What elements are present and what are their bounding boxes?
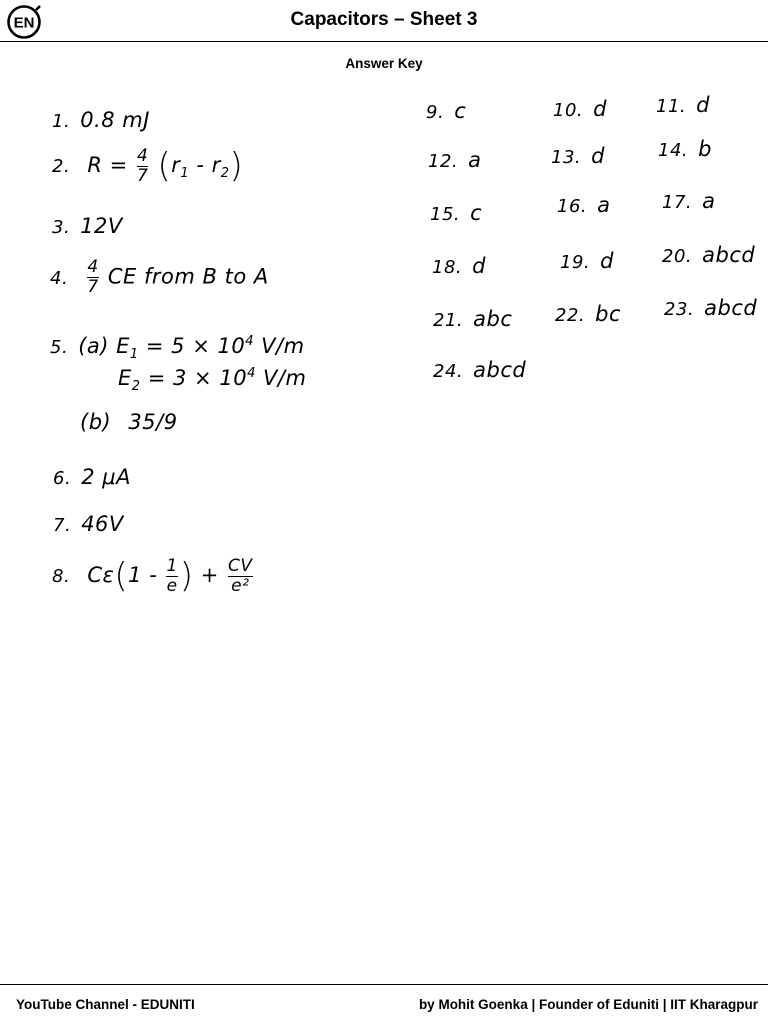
question-number: 13.: [551, 147, 582, 168]
answer-text: bc: [595, 302, 622, 326]
e2-value: = 3 × 10: [147, 366, 248, 390]
answer-text: a: [597, 193, 611, 217]
answer-12: [428, 148, 482, 172]
answer-key-heading: Answer Key: [345, 56, 423, 71]
page-title: Capacitors – Sheet 3: [290, 9, 478, 30]
question-number: 15.: [430, 204, 461, 225]
close-paren: ): [179, 556, 194, 596]
answer-text: a: [702, 189, 716, 213]
fraction-numerator: 4: [87, 257, 99, 277]
question-number: 5.: [50, 337, 69, 358]
answer-text: d: [591, 144, 605, 168]
e1-exponent: 4: [245, 334, 254, 349]
e1-subscript: 1: [129, 347, 139, 363]
question-number: 24.: [433, 361, 464, 382]
fraction-denominator: e²: [231, 575, 250, 596]
answer-text: d: [593, 97, 607, 121]
answer-17: [662, 189, 716, 213]
fraction: [87, 259, 98, 296]
answer-7: [53, 512, 124, 536]
question-number: 9.: [426, 102, 445, 123]
e2-unit: V/m: [263, 366, 307, 390]
part-a-label: (a): [78, 334, 109, 358]
e2-subscript: 2: [131, 379, 141, 395]
page-header: [0, 0, 768, 42]
answer-6: [53, 465, 131, 489]
answer-lhs: R =: [87, 153, 128, 177]
answer-text: c: [470, 201, 483, 225]
answer-text: 2 μA: [81, 465, 131, 489]
answer-text: d: [472, 254, 486, 278]
footer-channel: YouTube Channel - EDUNITI: [16, 997, 195, 1012]
answer-14: [658, 137, 712, 161]
fraction: [166, 555, 178, 596]
question-number: 17.: [662, 192, 693, 213]
answer-text: c: [454, 99, 467, 123]
answer-24: [433, 358, 526, 382]
answer-text: d: [696, 93, 710, 117]
answer-text: abcd: [704, 296, 758, 320]
fraction-denominator: e: [166, 575, 178, 596]
open-paren: (: [114, 556, 129, 596]
answer-18: [432, 254, 486, 278]
open-paren: (: [157, 146, 172, 186]
answer-1: [52, 108, 150, 132]
logo-text: EN: [13, 14, 35, 32]
minus-sign: -: [189, 153, 212, 177]
r2-subscript: 2: [220, 166, 230, 182]
question-number: 20.: [662, 246, 693, 267]
c-epsilon: Cε: [87, 563, 115, 587]
answer-text: 46V: [81, 512, 124, 536]
answer-text: abcd: [702, 243, 756, 267]
answer-text: 12V: [80, 214, 123, 238]
answer-8: [52, 556, 255, 596]
e1-unit: V/m: [261, 334, 305, 358]
fraction-denominator: 7: [87, 277, 99, 297]
answer-text: 0.8 mJ: [80, 108, 150, 132]
fraction-numerator: 1: [166, 555, 178, 576]
answer-text: abcd: [473, 358, 527, 382]
question-number: 1.: [52, 111, 71, 132]
answer-5a-e2: [118, 366, 306, 394]
answer-10: [553, 97, 607, 121]
answer-23: [664, 296, 757, 320]
r1-subscript: 1: [180, 166, 190, 182]
question-number: 21.: [433, 310, 464, 331]
question-number: 7.: [53, 515, 72, 536]
answer-text: abc: [473, 307, 513, 331]
question-number: 11.: [656, 96, 687, 117]
answer-16: [557, 193, 611, 217]
question-number: 8.: [52, 566, 71, 587]
question-number: 22.: [555, 305, 586, 326]
answer-text: CE from B to A: [107, 264, 269, 289]
question-number: 2.: [52, 156, 71, 177]
answer-4: [50, 259, 269, 296]
fraction-denominator: 7: [136, 165, 149, 186]
close-paren: ): [229, 146, 244, 186]
e2-symbol: E: [118, 366, 132, 390]
question-number: 3.: [52, 217, 71, 238]
e2-exponent: 4: [247, 366, 256, 381]
fraction: [136, 145, 149, 186]
fraction-cv: [228, 555, 253, 596]
question-number: 12.: [428, 151, 459, 172]
question-number: 14.: [658, 140, 689, 161]
answer-5a-e1: [50, 334, 305, 362]
part-b-label: (b): [80, 410, 112, 434]
answer-11: [656, 93, 710, 117]
question-number: 18.: [432, 257, 463, 278]
one-minus: 1 -: [128, 563, 158, 587]
footer-divider: [0, 984, 768, 985]
plus-sign: +: [200, 563, 219, 587]
answer-13: [551, 144, 605, 168]
answer-19: [560, 249, 614, 273]
answer-2: [52, 146, 243, 186]
question-number: 10.: [553, 100, 584, 121]
question-number: 4.: [50, 267, 69, 289]
question-number: 23.: [664, 299, 695, 320]
answer-text: d: [600, 249, 614, 273]
r1-symbol: r: [171, 153, 181, 177]
question-number: 6.: [53, 468, 72, 489]
question-number: 16.: [557, 196, 588, 217]
e1-value: = 5 × 10: [145, 334, 246, 358]
answer-3: [52, 214, 123, 238]
part-b-value: 35/9: [128, 410, 178, 434]
answer-9: [426, 99, 466, 123]
fraction-numerator: 4: [136, 145, 149, 166]
r2-symbol: r: [211, 153, 221, 177]
fraction-numerator: CV: [228, 555, 253, 576]
footer-credits: by Mohit Goenka | Founder of Eduniti | IIT Kharagpur: [418, 997, 758, 1012]
answer-21: [433, 307, 512, 331]
e1-symbol: E: [116, 334, 130, 358]
question-number: 19.: [560, 252, 591, 273]
answer-15: [430, 201, 482, 225]
answer-text: b: [698, 137, 712, 161]
answer-5b: [80, 410, 178, 434]
answer-text: a: [468, 148, 482, 172]
answer-20: [662, 243, 755, 267]
answer-22: [555, 302, 621, 326]
